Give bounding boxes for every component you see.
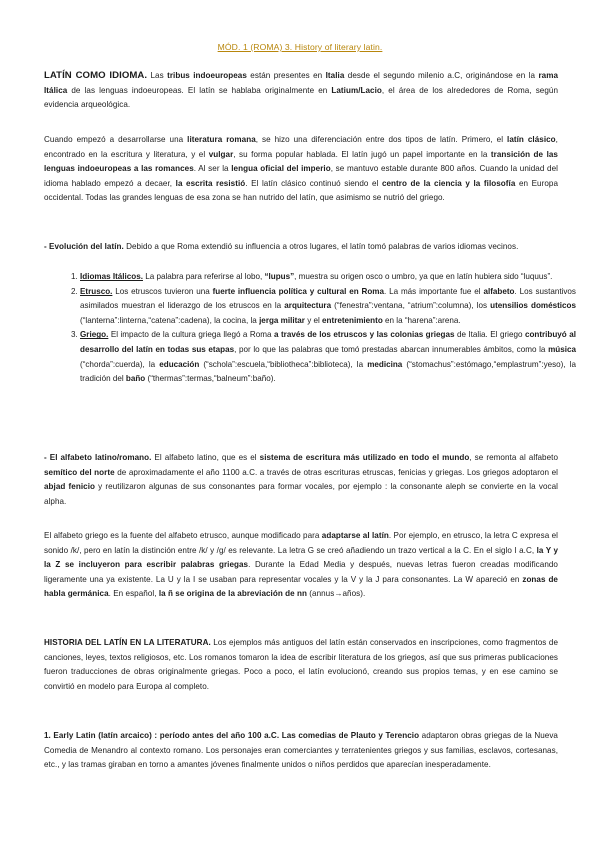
item-text: (“lanterna”:linterna,“catena”:cadena), la cocina, la	[80, 315, 260, 325]
para-bold: centro de la ciencia y la filosofía	[381, 178, 516, 188]
alphabet-text: y reutilizaron algunas de sus consonantes para formar vocales, por ejemplo : la consonante aleph se convierte en la vocal alpha.	[44, 482, 558, 506]
item-bold: “lupus”	[264, 272, 295, 281]
intro-text: desde el segundo milenio a.C, originándose en la	[344, 71, 539, 80]
para-text: , se mantuvo estable durante 800 años. Cuando la unidad del idioma hablado empezó a decaer,	[44, 164, 558, 188]
alphabet2-bold: la ñ se origina de la abreviación de nn	[158, 589, 307, 599]
early-text: adaptaron obras griegas de la Nueva Comedia de Menandro al contexto romano. Los personajes eran comerciantes y terratenientes griegos y sus familias, esclavos, cortesanas, etc., y las tramas giraban en torno a amantes jóvenes finalmente unidos o niños perdidos que aparecían inesperadamente.	[44, 731, 558, 770]
item-text: . La más importante fue el	[383, 286, 484, 296]
intro-paragraph	[44, 69, 558, 113]
alphabet-bold: abjad fenicio	[44, 482, 95, 492]
item-title: Etrusco.	[80, 286, 113, 296]
item-bold: a través de los etruscos y las colonias griegas	[274, 330, 455, 340]
para-text: , se hizo una diferenciación entre dos tipos de latín. Primero, el	[255, 135, 508, 144]
alphabet-heading: - El alfabeto latino/romano.	[44, 453, 152, 462]
para-bold: literatura romana	[187, 135, 256, 144]
item-text: , muestra su origen osco o umbro, ya que en latín hubiera sido “luquus”.	[294, 272, 553, 281]
intro-text: , el área de los alrededores de Roma, según evidencia arqueológica.	[44, 85, 558, 110]
item-text: La palabra para referirse al lobo,	[142, 272, 265, 281]
alphabet2-text: El alfabeto griego es la fuente del alfabeto etrusco, aunque modificado para	[44, 531, 322, 540]
alphabet-bold: semítico del norte	[44, 467, 115, 477]
item-text: , por lo que las palabras que tomó prestadas abarcan innumerables ámbitos, como la	[234, 344, 549, 354]
item-text: en la “harena”:arena.	[382, 315, 461, 325]
alphabet-text: de aproximadamente el año 1100 a.C. a través de otras escrituras etruscas, fenicias y griegas. Los griegos adoptaron el	[114, 467, 558, 477]
list-item	[80, 285, 576, 329]
item-bold: utensilios domésticos	[490, 301, 576, 311]
para-text: en Europa occidental. Todas las grandes lenguas de esa zona se han nutrido del latín, que asimismo se nutrió del griego.	[44, 178, 559, 203]
intro-bold: rama Itálica	[44, 71, 559, 95]
item-bold: jerga militar	[259, 315, 305, 325]
item-text: (“stomachus”:estómago,“emplastrum”:yeso), la tradición del	[80, 359, 576, 384]
item-text: (“chorda”:cuerda), la	[80, 359, 160, 369]
item-bold: música	[548, 344, 576, 354]
alphabet-bold: sistema de escritura más utilizado en todo el mundo	[259, 453, 470, 462]
item-bold: contribuyó al desarrollo del latín en todas sus etapas	[80, 330, 576, 354]
alphabet2-bold: adaptarse al latín	[321, 531, 389, 540]
evolution-paragraph	[44, 240, 558, 255]
early-bold: Las comedias de Plauto y Terencio	[281, 731, 420, 740]
item-bold: fuerte influencia política y cultural en Roma	[212, 286, 384, 296]
item-text: y el	[304, 315, 323, 325]
history-text: Los ejemplos más antiguos del latín están conservados en inscripciones, como fragmentos de canciones, leyes, textos religiosos, etc. Los romanos tomaron la idea de escribir literatura de los griegos, así que sus primeras publicaciones fueron traducciones de obras originalmente griegas. Poco a poco, el latín evolucionó, creando sus propios temas, y en ese camino se convirtió en modelo para Europa al completo.	[44, 638, 558, 691]
item-text: (“fenestra”:ventana, “atrium”:columna), los	[331, 301, 491, 311]
para-text: . Al ser la	[193, 164, 232, 174]
early-latin-paragraph	[44, 729, 558, 773]
intro-bold: tribus indoeuropeas	[167, 71, 247, 80]
document-title: MÓD. 1 (ROMA) 3. History of literary latin.	[217, 42, 383, 52]
alphabet2-text: (annus→años).	[306, 589, 366, 599]
intro-heading: LATÍN COMO IDIOMA.	[44, 70, 148, 81]
item-bold: medicina	[367, 359, 403, 369]
alphabet-text: El alfabeto latino, que es el	[151, 453, 260, 462]
item-text: Los etruscos tuvieron una	[112, 286, 213, 296]
item-text: (“schola”:escuela,“bibliotheca”:biblioteca), la	[199, 359, 368, 369]
alphabet-paragraph	[44, 451, 558, 509]
evolution-text: Debido a que Roma extendió su influencia a otros lugares, el latín tomó palabras de varios idiomas vecinos.	[123, 242, 519, 251]
history-heading: HISTORIA DEL LATÍN EN LA LITERATURA.	[44, 638, 211, 647]
alphabet2-text: . Durante la Edad Media y después, nuevas letras fueron creadas modificando ligeramente una ya existente. La U y la I se usaban para representar vocales y la V y la J para consonantes. La W apareció en	[44, 560, 558, 584]
alphabet2-text: . En español,	[108, 589, 159, 599]
latin-types-paragraph	[44, 133, 558, 206]
greek-alphabet-paragraph	[44, 529, 558, 602]
intro-bold: Italia	[325, 71, 345, 80]
list-item	[80, 270, 576, 285]
item-bold: educación	[159, 359, 200, 369]
item-title: Griego.	[80, 330, 109, 340]
item-text: (“thermas”:termas,“balneum”:baño).	[145, 374, 276, 384]
item-text: El impacto de la cultura griega llegó a Roma	[108, 330, 274, 340]
alphabet2-text: . Por ejemplo, en etrusco, la letra C expresa el sonido /k/, pero en latín la distinción entre /k/ y /g/ es relevante. La letra G se creó añadiendo un trazo vertical a la C. En el siglo I a.C,	[44, 531, 558, 555]
intro-text: están presentes en	[246, 71, 326, 80]
para-bold: transición de las lenguas indoeuropeas a las romances	[44, 149, 558, 174]
item-text: de Italia. El griego	[454, 330, 525, 340]
item-bold: arquitectura	[284, 301, 332, 311]
item-bold: entretenimiento	[322, 315, 383, 325]
para-bold: vulgar	[208, 149, 234, 159]
item-text: . Los sustantivos asimilados muestran el liderazgo de los etruscos en la	[80, 286, 576, 311]
para-text: , encontrado en la escritura y literatura, y el	[44, 135, 558, 159]
history-paragraph	[44, 636, 558, 694]
evolution-heading: - Evolución del latín.	[44, 242, 124, 251]
early-latin-heading: 1. Early Latin (latín arcaico) : período antes del año 100 a.C.	[44, 731, 280, 740]
intro-text: de las lenguas indoeuropeas. El latín se hablaba originalmente en	[67, 85, 332, 95]
para-bold: lengua oficial del imperio	[231, 164, 331, 174]
alphabet2-bold: zonas de habla germánica	[44, 574, 558, 599]
intro-text: Las	[147, 71, 168, 80]
item-bold: alfabeto	[483, 286, 515, 296]
item-title: Idiomas Itálicos.	[80, 272, 143, 281]
list-item	[80, 328, 576, 386]
para-bold: la escrita resistió	[175, 178, 246, 188]
item-bold: baño	[125, 374, 146, 384]
para-text: , su forma popular hablada. El latín jugó un papel importante en la	[233, 149, 491, 159]
para-bold: latín clásico	[507, 135, 556, 144]
alphabet-text: , se remonta al alfabeto	[469, 453, 559, 462]
alphabet2-bold: la Y y la Z se incluyeron para escribir palabras griegas	[44, 545, 558, 570]
intro-bold: Latium/Lacio	[331, 85, 382, 95]
para-text: . El latín clásico continuó siendo el	[245, 178, 382, 188]
evolution-list	[62, 270, 576, 387]
para-text: Cuando empezó a desarrollarse una	[44, 135, 188, 144]
